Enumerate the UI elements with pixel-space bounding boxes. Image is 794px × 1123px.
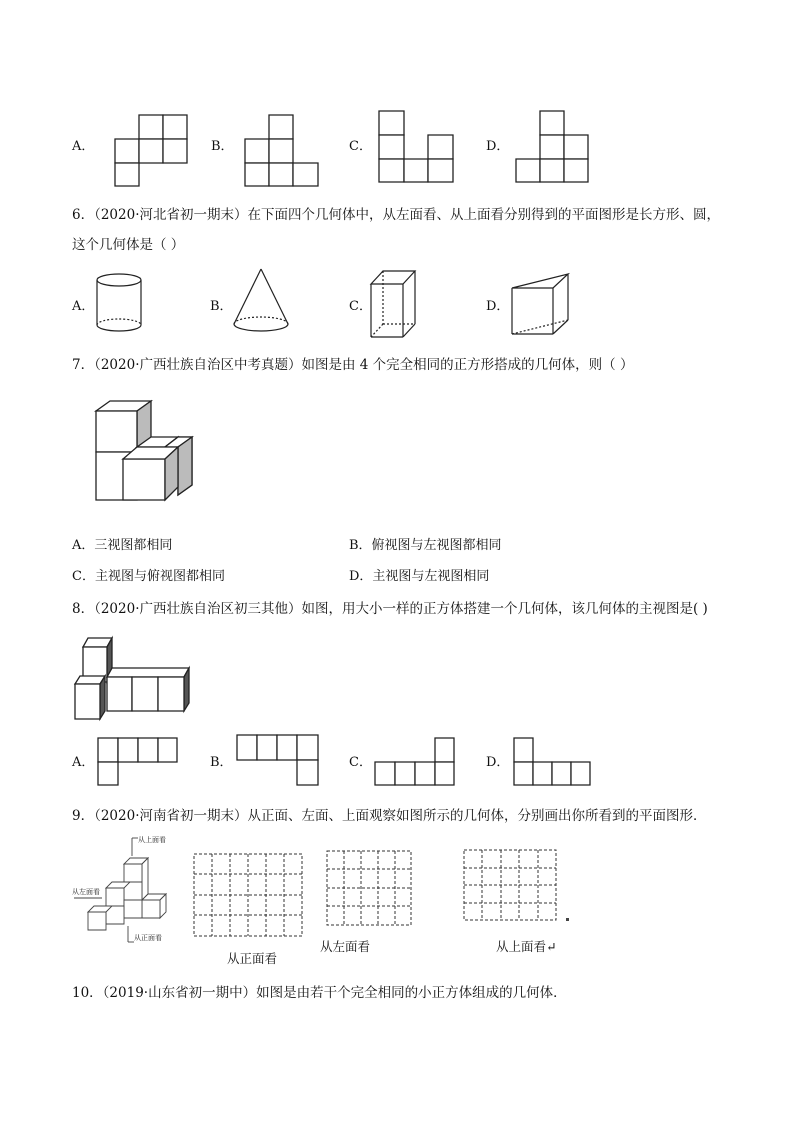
q8-option-b-figure — [236, 734, 320, 787]
q8-option-c-label[interactable]: C． — [349, 755, 372, 770]
q7-option-a[interactable]: A．三视图都相同 — [72, 538, 173, 553]
q5-option-a-figure — [114, 115, 190, 187]
q6-option-c-label[interactable]: C． — [349, 299, 372, 314]
q8-option-c-figure — [374, 737, 456, 787]
q9-label-front: 从正面看 — [134, 934, 162, 942]
q9-stem: 9．（2020·河南省初一期末）从正面、左面、上面观察如图所示的几何体，分别画出你所看到的平面图形． — [72, 808, 707, 824]
q6-option-b-label[interactable]: B． — [210, 299, 233, 314]
q7-stem: 7．（2020·广西壮族自治区中考真题）如图是由 4 个完全相同的正方形搭成的几何体，则（ ） — [72, 357, 634, 373]
q9-front-view-grid[interactable] — [193, 853, 305, 939]
q9-solid-figure — [72, 836, 182, 946]
q6-stem-line1: 6．（2020·河北省初一期末）在下面四个几何体中，从左面看、从上面看分别得到的平面图形是长方形、圆， — [72, 207, 720, 223]
q5-option-d-figure — [515, 110, 591, 184]
q8-stem: 8．（2020·广西壮族自治区初三其他）如图，用大小一样的正方体搭建一个几何体，该几何体的主视图是( ) — [72, 601, 708, 617]
q9-label-left: 从左面看 — [72, 888, 100, 896]
q9-caption-front: 从正面看 — [227, 951, 278, 966]
q6-option-a-cylinder — [95, 273, 145, 335]
q5-option-c-label[interactable]: C． — [349, 139, 372, 154]
q9-left-view-grid[interactable] — [326, 850, 414, 928]
q9-dot-mark — [566, 918, 569, 921]
q6-option-c-prism — [370, 270, 418, 340]
q5-option-a-label[interactable]: A． — [72, 139, 95, 154]
q5-option-b-figure — [244, 115, 322, 187]
q5-option-b-label[interactable]: B． — [211, 139, 234, 154]
q8-option-d-label[interactable]: D． — [486, 755, 510, 770]
q8-option-b-label[interactable]: B． — [210, 755, 233, 770]
q9-label-top: 从上面看 — [138, 836, 166, 844]
q7-option-d[interactable]: D．主视图与左视图相同 — [349, 569, 490, 584]
q6-option-d-triangular-prism — [511, 273, 571, 339]
q7-cube-stack-figure — [95, 400, 193, 504]
q6-stem-line2: 这个几何体是（ ） — [72, 237, 185, 253]
q5-option-c-figure — [378, 110, 456, 184]
q9-top-view-grid[interactable] — [463, 849, 559, 923]
q5-option-d-label[interactable]: D． — [486, 139, 510, 154]
q6-option-d-label[interactable]: D． — [486, 299, 510, 314]
q6-option-a-label[interactable]: A． — [72, 299, 95, 314]
q8-option-d-figure — [513, 737, 593, 787]
q8-cube-row-figure — [74, 637, 190, 721]
q9-caption-left: 从左面看 — [320, 939, 371, 954]
q8-option-a-figure — [97, 737, 179, 787]
q6-option-b-cone — [232, 268, 290, 338]
q9-caption-top: 从上面看↵ — [496, 939, 557, 954]
q8-option-a-label[interactable]: A． — [72, 755, 95, 770]
q7-option-b[interactable]: B．俯视图与左视图都相同 — [349, 538, 502, 553]
q10-stem: 10．（2019·山东省初一期中）如图是由若干个完全相同的小正方体组成的几何体． — [72, 985, 567, 1001]
q7-option-c[interactable]: C．主视图与俯视图都相同 — [72, 569, 225, 584]
